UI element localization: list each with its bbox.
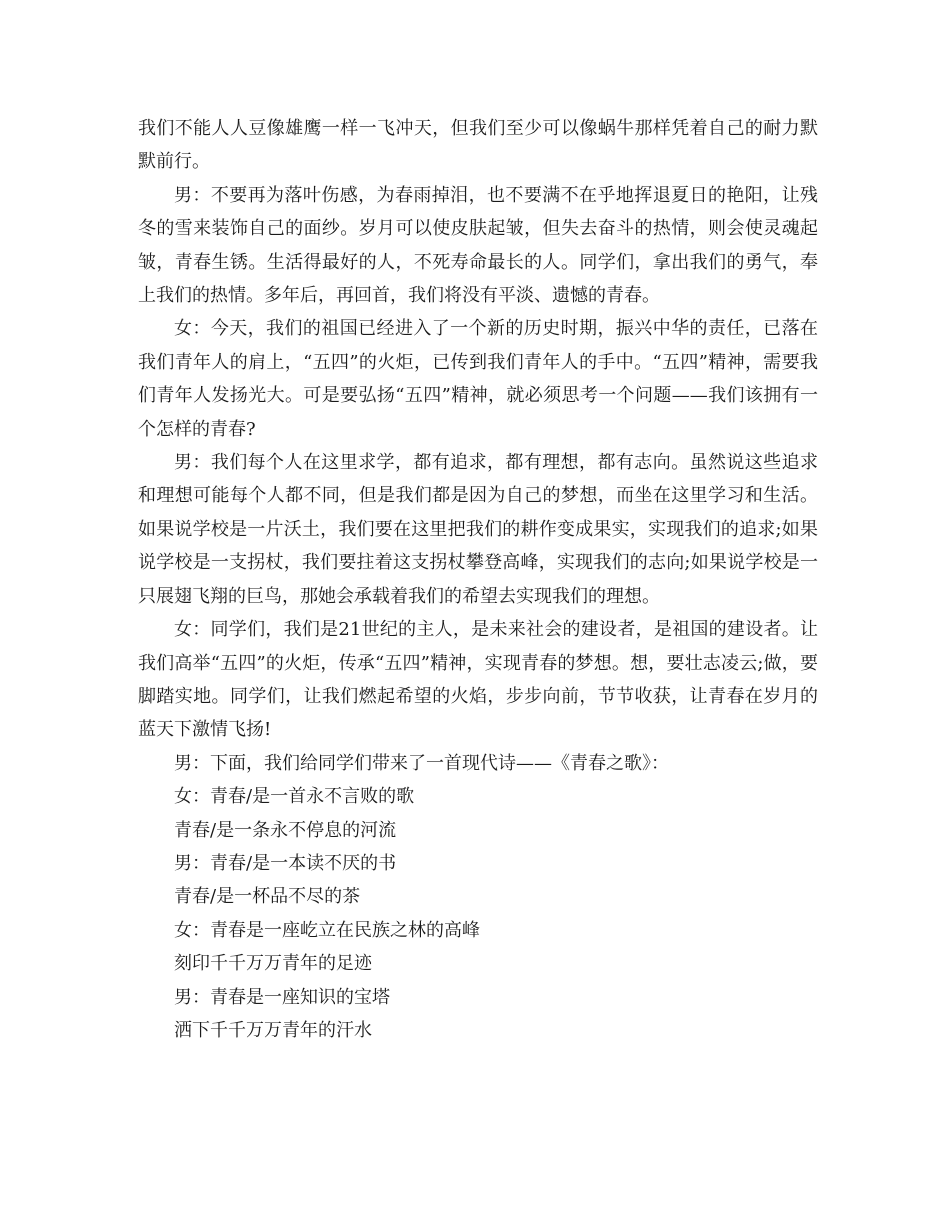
poem-line: 男：青春/是一本读不厌的书 xyxy=(174,852,397,874)
poem-line: 女：青春是一座屹立在民族之林的高峰 xyxy=(174,919,480,941)
poem-line: 男：青春是一座知识的宝塔 xyxy=(174,986,390,1008)
poem-intro-line: 男：下面，我们给同学们带来了一首现代诗——《青春之歌》： xyxy=(174,752,669,774)
paragraph-female-1: 女：今天，我们的祖国已经进入了一个新的历史时期，振兴中华的责任，已落在我们青年人的肩上，“五四”的火炬，已传到我们青年人的手中。“五四”精神，需要我们青年人发扬光大。可是要弘扬“五四”精神，就必须思考一个问题——我们该拥有一个怎样的青春? xyxy=(138,318,818,440)
paragraph-female-2: 女：同学们，我们是21世纪的主人，是未来社会的建设者，是祖国的建设者。让我们高举“五四”的火炬，传承“五四”精神，实现青春的梦想。想，要壮志凌云;做，要脚踏实地。同学们，让我们燃起希望的火焰，步步向前，节节收获，让青春在岁月的蓝天下激情飞扬! xyxy=(138,619,818,741)
poem-line: 青春/是一条永不停息的河流 xyxy=(174,819,397,841)
poem-line: 刻印千千万万青年的足迹 xyxy=(174,953,372,975)
poem-line: 青春/是一杯品不尽的茶 xyxy=(174,886,361,908)
poem-line: 洒下千千万万青年的汗水 xyxy=(174,1019,372,1041)
poem-line: 女：青春/是一首永不言败的歌 xyxy=(174,786,415,808)
paragraph-male-1: 男：不要再为落叶伤感，为春雨掉泪，也不要满不在乎地挥退夏日的艳阳，让残冬的雪来装饰自己的面纱。岁月可以使皮肤起皱，但失去奋斗的热情，则会使灵魂起皱，青春生锈。生活得最好的人，不死寿命最长的人。同学们，拿出我们的勇气，奉上我们的热情。多年后，再回首，我们将没有平淡、遗憾的青春。 xyxy=(138,184,818,307)
paragraph-male-2: 男：我们每个人在这里求学，都有追求，都有理想，都有志向。虽然说这些追求和理想可能每个人都不同，但是我们都是因为自己的梦想，而坐在这里学习和生活。如果说学校是一片沃土，我们要在这里把我们的耕作变成果实，实现我们的追求;如果说学校是一支拐杖，我们要拄着这支拐杖攀登高峰，实现我们的志向;如果说学校是一只展翅飞翔的巨鸟，那她会承载着我们的希望去实现我们的理想。 xyxy=(138,452,818,607)
paragraph-continuation: 我们不能人人豆像雄鹰一样一飞冲天，但我们至少可以像蜗牛那样凭着自己的耐力默默前行。 xyxy=(138,118,818,173)
document-body xyxy=(138,112,818,1047)
